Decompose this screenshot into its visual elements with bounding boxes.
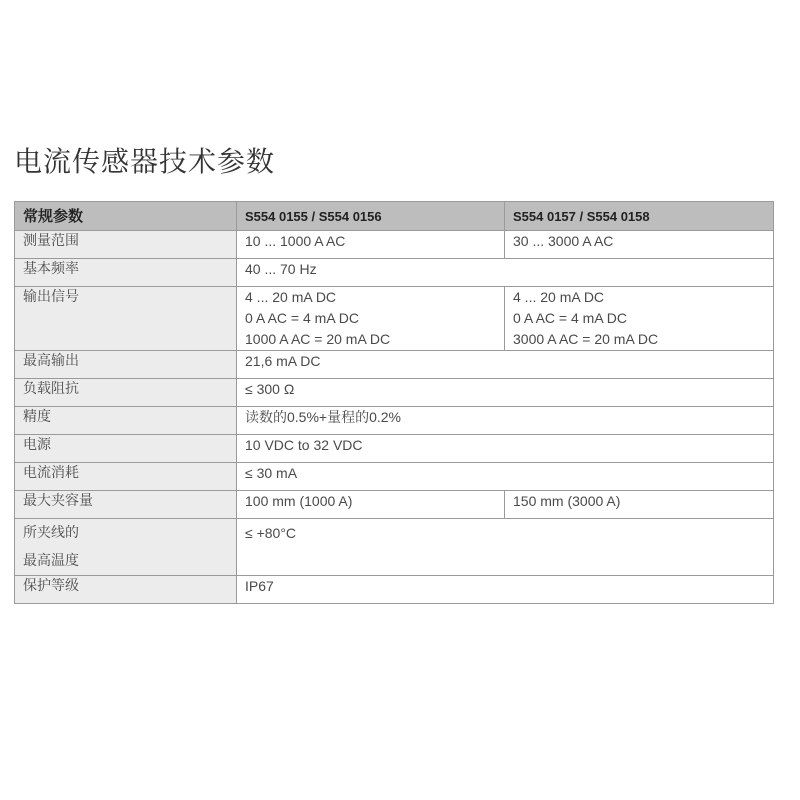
cell-shared: 读数的0.5%+量程的0.2%	[237, 407, 774, 435]
cell-shared: IP67	[237, 576, 774, 604]
label-line: 最高温度	[23, 553, 79, 569]
table-row	[15, 231, 774, 259]
row-label: 基本频率	[15, 259, 237, 287]
cell-shared: 21,6 mA DC	[237, 351, 774, 379]
output-line: 4 ... 20 mA DC	[245, 289, 337, 305]
row-label: 负载阻抗	[15, 379, 237, 407]
row-label: 保护等级	[15, 576, 237, 604]
table-row	[15, 407, 774, 435]
output-line: 0 A AC = 4 mA DC	[245, 310, 360, 326]
row-label	[15, 519, 237, 576]
cell-model-b: 150 mm (3000 A)	[505, 491, 774, 519]
label-line: 所夹线的	[23, 525, 79, 541]
output-line: 0 A AC = 4 mA DC	[513, 310, 628, 326]
table-row	[15, 259, 774, 287]
table-row	[15, 379, 774, 407]
cell-shared: ≤ 30 mA	[237, 463, 774, 491]
table-row	[15, 491, 774, 519]
table-header-row	[15, 202, 774, 231]
row-label: 输出信号	[15, 287, 237, 351]
cell-model-a: 10 ... 1000 A AC	[237, 231, 505, 259]
output-line: 4 ... 20 mA DC	[513, 289, 605, 305]
table-row	[15, 435, 774, 463]
row-label: 最大夹容量	[15, 491, 237, 519]
cell-model-b	[505, 287, 774, 351]
row-label: 电流消耗	[15, 463, 237, 491]
row-label: 电源	[15, 435, 237, 463]
output-line: 1000 A AC = 20 mA DC	[245, 331, 391, 347]
table-row	[15, 576, 774, 604]
cell-shared: 40 ... 70 Hz	[237, 259, 774, 287]
header-model-a: S554 0155 / S554 0156	[237, 202, 505, 231]
page-title: 电流传感器技术参数	[14, 145, 276, 178]
row-label: 精度	[15, 407, 237, 435]
table-row	[15, 463, 774, 491]
cell-model-b: 30 ... 3000 A AC	[505, 231, 774, 259]
header-model-b: S554 0157 / S554 0158	[505, 202, 774, 231]
cell-shared: ≤ 300 Ω	[237, 379, 774, 407]
table-row	[15, 519, 774, 576]
cell-model-a	[237, 287, 505, 351]
table-row	[15, 287, 774, 351]
output-line: 3000 A AC = 20 mA DC	[513, 331, 659, 347]
cell-model-a: 100 mm (1000 A)	[237, 491, 505, 519]
row-label: 测量范围	[15, 231, 237, 259]
header-general-params: 常规参数	[15, 202, 237, 231]
cell-shared: 10 VDC to 32 VDC	[237, 435, 774, 463]
row-label: 最高输出	[15, 351, 237, 379]
cell-shared: ≤ +80°C	[237, 519, 774, 576]
spec-table	[14, 201, 774, 604]
table-row	[15, 351, 774, 379]
